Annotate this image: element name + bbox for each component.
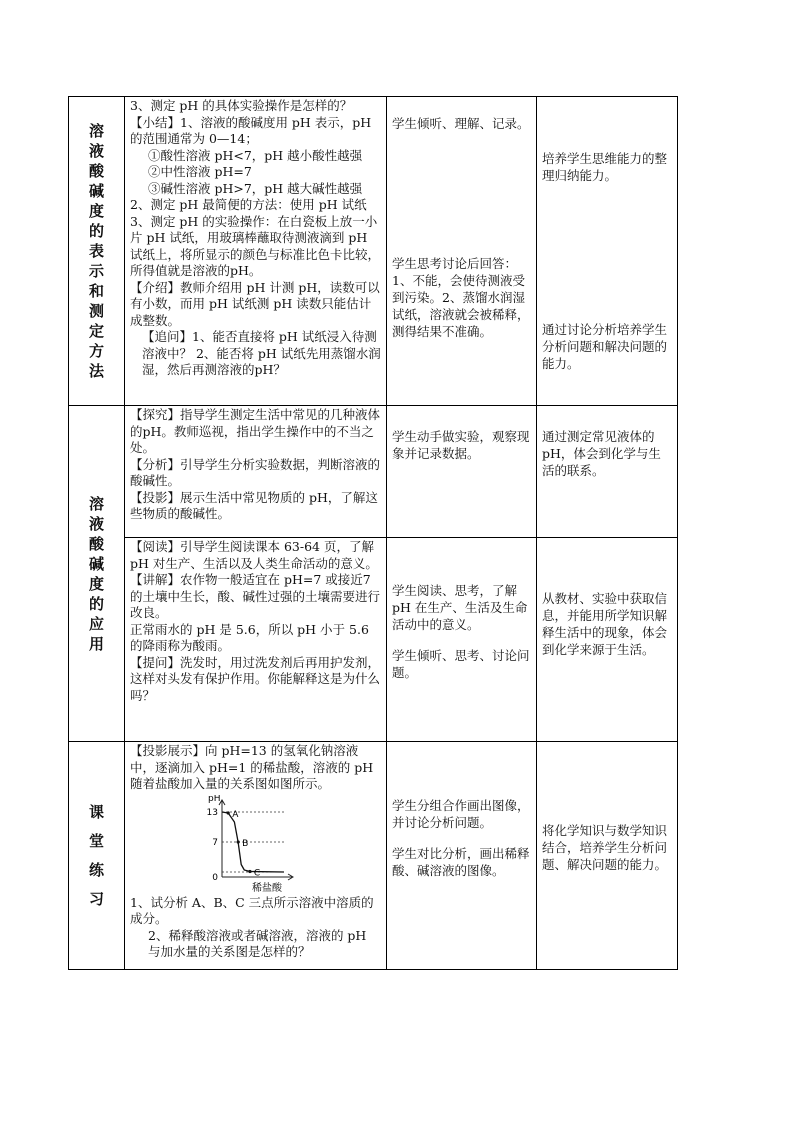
student-activity-cell bbox=[387, 406, 537, 538]
student-text: 学生思考讨论后回答：1、不能，会使待测液受到污染。2、蒸馏水润湿试纸，溶液就会被稀释，测得结果不准确。 bbox=[392, 256, 530, 339]
point-label-a: A bbox=[232, 809, 239, 820]
teacher-activity-cell bbox=[125, 406, 387, 538]
title-char: 方 bbox=[88, 342, 104, 360]
section-class-practice bbox=[69, 742, 678, 970]
title-char: 表 bbox=[88, 242, 104, 260]
title-char: 度 bbox=[88, 574, 104, 593]
data-point-b bbox=[237, 840, 240, 843]
y-axis-label: pH bbox=[208, 794, 221, 804]
x-axis-label: 稀盐酸 bbox=[252, 882, 282, 893]
student-text: 学生动手做实验，观察现象并记录数据。 bbox=[392, 429, 530, 461]
design-intent-cell bbox=[537, 742, 678, 970]
text-line: 【讲解】农作物一般适宜在 pH=7 或接近7 的土壤中生长，酸、碱性过强的土壤需要进行改良。 bbox=[130, 572, 381, 620]
student-activity-cell bbox=[387, 97, 537, 406]
title-char: 习 bbox=[88, 890, 104, 908]
text-line: ③碱性溶液 pH>7，pH 越大碱性越强 bbox=[148, 180, 363, 196]
student-text: 学生分组合作画出图像，并讨论分析问题。 bbox=[392, 798, 530, 830]
title-char: 溶 bbox=[88, 494, 104, 513]
student-activity-cell bbox=[387, 742, 537, 970]
title-char: 堂 bbox=[88, 832, 104, 850]
title-char: 的 bbox=[88, 594, 104, 613]
title-char: 课 bbox=[88, 803, 104, 821]
design-intent-cell bbox=[537, 406, 678, 538]
title-char: 酸 bbox=[88, 162, 104, 180]
title-char: 的 bbox=[88, 222, 104, 240]
ph-chart-container bbox=[130, 795, 382, 893]
title-char: 液 bbox=[88, 514, 104, 533]
text-line: 【提问】洗发时，用过洗发剂后再用护发剂，这样对头发有保护作用。你能解释这是为什么吗？ bbox=[130, 654, 381, 703]
text-line: ①酸性溶液 pH<7，pH 越小酸性越强 bbox=[148, 147, 363, 163]
text-line: 【投影展示】向 pH=13 的氢氧化钠溶液中，逐滴加入 pH=1 的稀盐酸，溶液的 pH 随着盐酸加入量的关系图如图所示。 bbox=[130, 743, 374, 791]
title-char: 法 bbox=[88, 362, 104, 380]
title-char: 液 bbox=[88, 142, 104, 160]
title-char: 碱 bbox=[88, 554, 104, 573]
student-text: 学生对比分析，画出稀释酸、碱溶液的图像。 bbox=[392, 846, 530, 878]
section-ph-application-b bbox=[69, 538, 678, 742]
title-char: 应 bbox=[88, 614, 104, 633]
goal-text: 从教材、实验中获取信息，并能用所学知识解释生活中的现象，体会到化学来源于生活。 bbox=[542, 591, 668, 657]
goal-text: 将化学知识与数学知识结合，培养学生分析问题、解决问题的能力。 bbox=[542, 823, 668, 872]
text-line: 3、测定 pH 的实验操作：在白瓷板上放一小片 pH 试纸，用玻璃棒蘸取待测液滴到 pH 试纸上，将所显示的颜色与标准比色卡比较，所得值就是溶液的pH。 bbox=[130, 213, 381, 278]
y-tick-label: 0 bbox=[212, 872, 218, 883]
goal-text: 通过测定常见液体的 pH，体会到化学与生活的联系。 bbox=[542, 429, 661, 478]
section-title-class-practice bbox=[69, 742, 125, 970]
ph-titration-chart bbox=[200, 795, 320, 893]
design-intent-cell bbox=[537, 538, 678, 742]
title-char: 酸 bbox=[88, 534, 104, 553]
title-char: 示 bbox=[88, 262, 104, 280]
title-char: 定 bbox=[88, 322, 104, 340]
text-line: 【探究】指导学生测定生活中常见的几种液体的pH。教师巡视，指出学生操作中的不当之处。 bbox=[130, 407, 381, 455]
student-activity-cell bbox=[387, 538, 537, 742]
text-line: 【分析】引导学生分析实验数据，判断溶液的酸碱性。 bbox=[130, 456, 381, 488]
y-tick-label: 13 bbox=[206, 807, 218, 818]
student-text: 学生倾听、理解、记录。 bbox=[392, 116, 530, 131]
text-line: 【阅读】引导学生阅读课本 63-64 页，了解 pH 对生产、生活以及人类生命活动的意义。 bbox=[130, 539, 378, 571]
point-label-c: C bbox=[253, 868, 261, 878]
text-line: ②中性溶液 pH=7 bbox=[148, 164, 252, 179]
title-char: 练 bbox=[88, 861, 104, 879]
text-line: 2、测定 pH 最简便的方法：使用 pH 试纸 bbox=[130, 197, 367, 212]
data-point-a bbox=[227, 811, 230, 814]
text-line: 【小结】1、溶液的酸碱度用 pH 表示，pH 的范围通常为 0—14； bbox=[130, 114, 372, 146]
lesson-plan-table bbox=[68, 96, 678, 970]
section-ph-measurement bbox=[69, 97, 678, 406]
teacher-activity-cell bbox=[125, 538, 387, 742]
design-intent-cell bbox=[537, 97, 678, 406]
y-tick-label: 7 bbox=[212, 837, 218, 848]
data-point-c bbox=[248, 869, 251, 872]
title-char: 和 bbox=[88, 282, 104, 300]
title-char: 溶 bbox=[88, 122, 104, 140]
goal-text: 通过讨论分析培养学生分析问题和解决问题的能力。 bbox=[542, 322, 668, 371]
goal-text: 培养学生思维能力的整理归纳能力。 bbox=[542, 151, 668, 183]
text-line: 【追问】1、能否直接将 pH 试纸浸入待测溶液中？ 2、能否将 pH 试纸先用蒸馏水润湿，然后再测溶液的pH？ bbox=[142, 329, 381, 377]
text-line: 【介绍】教师介绍用 pH 计测 pH，读数可以有小数，而用 pH 试纸测 pH 读数只能估计成整数。 bbox=[130, 279, 380, 328]
student-text: 学生阅读、思考，了解 pH 在生产、生活及生命活动中的意义。 bbox=[392, 583, 528, 632]
text-line: 2、稀释酸溶液或者碱溶液，溶液的 pH 与加水量的关系图是怎样的？ bbox=[148, 927, 367, 959]
section-title-ph-application bbox=[69, 406, 125, 742]
point-label-b: B bbox=[242, 838, 249, 849]
title-char: 测 bbox=[88, 302, 104, 320]
text-line: 1、试分析 A、B、C 三点所示溶液中溶质的成分。 bbox=[130, 894, 374, 926]
title-char: 度 bbox=[88, 202, 104, 220]
text-line: 【投影】展示生活中常见物质的 pH，了解这些物质的酸碱性。 bbox=[130, 489, 378, 521]
text-line: 3、测定 pH 的具体实验操作是怎样的？ bbox=[130, 98, 353, 113]
text-line: 正常雨水的 pH 是 5.6，所以 pH 小于 5.6 的降雨称为酸雨。 bbox=[130, 621, 369, 653]
student-text: 学生倾听、思考、讨论问题。 bbox=[392, 648, 530, 680]
teacher-activity-cell bbox=[125, 742, 387, 970]
title-char: 用 bbox=[88, 634, 104, 653]
teacher-activity-cell bbox=[125, 97, 387, 406]
title-char: 碱 bbox=[88, 182, 104, 200]
section-title-ph-measurement bbox=[69, 97, 125, 406]
section-ph-application-a bbox=[69, 406, 678, 538]
